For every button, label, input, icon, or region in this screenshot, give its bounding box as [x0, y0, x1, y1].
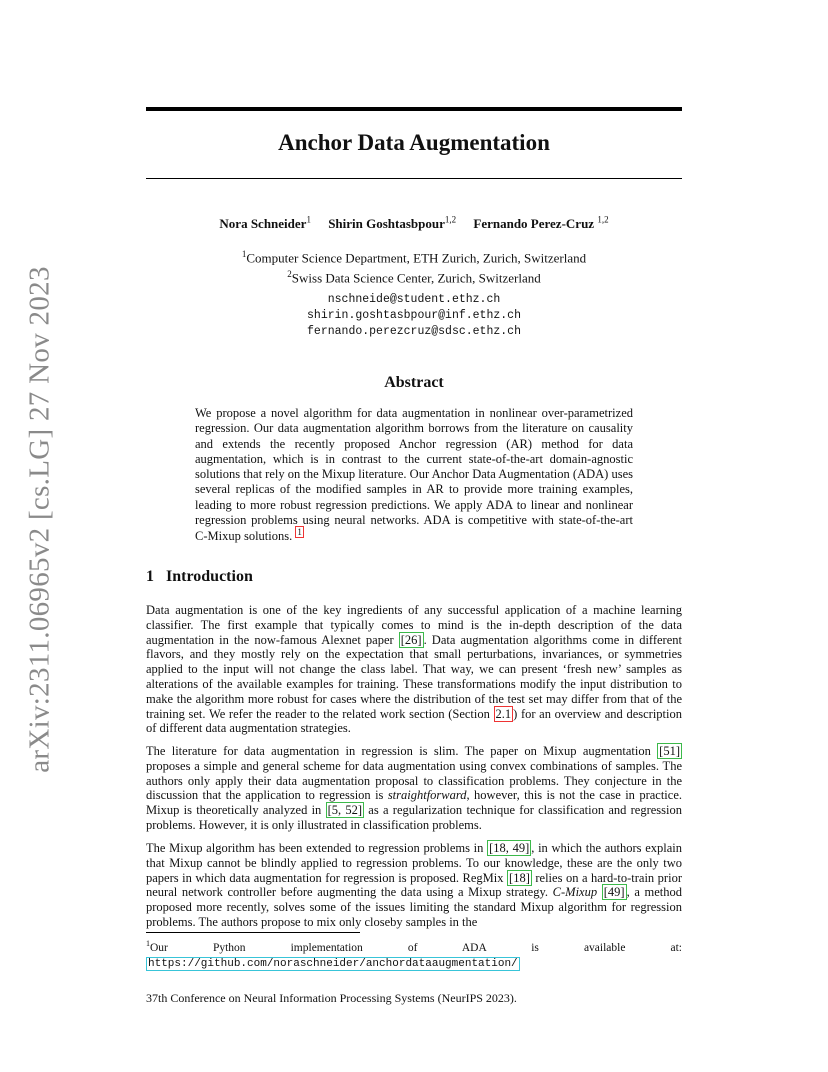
citation-link[interactable]: [26] [400, 632, 422, 647]
abstract-text: We propose a novel algorithm for data augmentation in nonlinear over-parametrized regression. Our data augmentation algorithm borrows from the literature on causality and extends the recently proposed Anchor regression (AR) method for data augmentation, which is in contrast to the current state-of-the-art domain-agnostic solutions that rely on the Mixup literature. Our Anchor Data Augmentation (ADA) uses several replicas of the modified samples in AR to provide more training examples, leading to more robust regression predictions. We apply ADA to linear and nonlinear regression problems using neural networks. ADA is competitive with state-of-the-art C-Mixup solutions. $^1$ [195, 406, 633, 544]
citation-link[interactable]: [5, 52] [327, 803, 363, 818]
title-top-rule [146, 107, 682, 111]
affiliation: $^1$Computer Science Department, ETH Zurich, Zurich, Switzerland [241, 249, 587, 266]
footnote-link[interactable]: 1 [297, 527, 302, 538]
affiliation: $^2$Swiss Data Science Center, Zurich, Switzerland [287, 269, 541, 286]
footnote-rule [146, 932, 360, 933]
section-ref-link[interactable]: 2.1 [495, 706, 512, 721]
arxiv-identifier-text: arXiv:2311.06965v2 [cs.LG] 27 Nov 2023 [23, 265, 56, 773]
citation-link[interactable]: [51] [659, 744, 680, 758]
venue-note: 37th Conference on Neural Information Processing Systems (NeurIPS 2023). [146, 991, 517, 1005]
author: Fernando Perez-Cruz $^{1,2}$ [473, 215, 609, 232]
paragraph: Data augmentation is one of the key ingredients of any successful application of a machine learning classifier. The first example that typically comes to mind is the in-depth description of the data augmentation in the now-famous Alexnet paper [26] . Data augmentation algorithms come in different flavors, and they mostly rely on the expectation that small perturbations, invariances, or symmetries applied to the input will not change the class label. That way, we can present ‘fresh new’ samples as alterations of the available examples for training. These transformations modify the input distribution to make the algorithm more robust for cases where the distribution of the test set may differ from that of the training set. We refer the reader to the related work section (Section 2.1 ) for an overview and description of different data augmentation strategies. [146, 603, 682, 736]
footnote: $^1$Our Python implementation of ADA is available at: https://github.com/noraschneider/anchordataaugmentation/ [146, 939, 682, 970]
paragraph: The Mixup algorithm has been extended to regression problems in [18, 49] , in which the authors explain that Mixup cannot be blindly applied to regression problems. To our knowledge, these are the only two papers in which data augmentation for regression is proposed. RegMix [18] relies on a hard-to-train prior neural network controller before augmenting the data using a Mixup strategy. C-Mixup [49] , a method proposed more recently, solves some of the issues limiting the standard Mixup algorithm for regression problems. The authors propose to mix only closeby samples in the [146, 841, 683, 929]
paper-title: Anchor Data Augmentation [278, 130, 550, 155]
email: fernando.perezcruz@sdsc.ethz.ch [307, 325, 521, 338]
email-list [146, 292, 682, 340]
github-link[interactable]: https://github.com/noraschneider/anchordataaugmentation/ [148, 957, 518, 970]
section-title: Introduction [166, 568, 253, 585]
email: shirin.goshtasbpour@inf.ethz.ch [307, 309, 521, 322]
arxiv-identifier [20, 265, 60, 773]
citation-link[interactable]: [49] [603, 885, 625, 900]
section-heading [146, 568, 253, 586]
title-bottom-rule [146, 178, 682, 179]
abstract-heading: Abstract [384, 374, 444, 391]
citation-link[interactable]: [18] [509, 870, 530, 885]
section-number: 1 [146, 568, 154, 585]
email: nschneide@student.ethz.ch [327, 293, 501, 306]
author: Nora Schneider$^1$ [219, 215, 311, 232]
author-list [146, 215, 682, 232]
paragraph: The literature for data augmentation in regression is slim. The paper on Mixup augmentation [51] proposes a simple and general scheme for data augmentation using convex combinations of samples. The authors only apply their data augmentation proposal to classification problems. They conjecture in the discussion that the application to regression is straightforward, however, this is not the case in practice. Mixup is theoretically analyzed in [5, 52] as a regularization technique for classification and regression problems. However, it is only illustrated in classification problems. [146, 744, 683, 832]
citation-link[interactable]: [18, 49] [489, 841, 530, 855]
author: Shirin Goshtasbpour$^{1,2}$ [328, 215, 457, 232]
affiliations [146, 246, 682, 287]
